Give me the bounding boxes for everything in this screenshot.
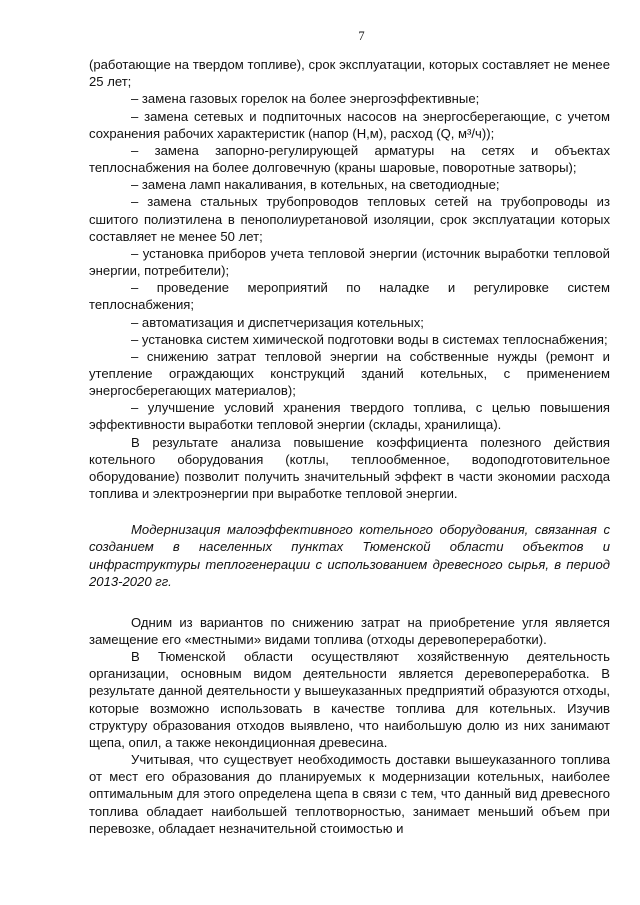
list-item: – замена газовых горелок на более энергоэффективные; [131,91,480,107]
page-number: 7 [358,29,365,43]
list-item: – снижению затрат тепловой энергии на собственные нужды (ремонт и утепление ограждающих конструкций зданий котельных, с применением энергосберегающих материалов); [89,348,610,399]
paragraph-continuation: (работающие на твердом топливе), срок эксплуатации, которых составляет не менее 25 лет; [89,57,610,90]
list-item: – замена запорно-регулирующей арматуры на сетях и объектах теплоснабжения на более долговечную (краны шаровые, поворотные затворы); [89,142,610,176]
list-item: – замена сетевых и подпиточных насосов на энергосберегающие, с учетом сохранения рабочих характеристик (напор (Н,м), расход (Q, м³/ч)); [89,108,610,141]
body-paragraph: Учитывая, что существует необходимость доставки вышеуказанного топлива от мест его образования до планируемых к модернизации котельных, наиболее оптимальным для этого определена щепа в связи с тем, что данный вид древесного топлива обладает наибольшей теплотворностью, занимает меньший объем при перевозке, обладает незначительной стоимостью и [89,752,610,836]
list-item: – установка приборов учета тепловой энергии (источник выработки тепловой энергии, потребители); [89,245,610,279]
list-item: – улучшение условий хранения твердого топлива, с целью повышения эффективности выработки тепловой энергии (склады, хранилища). [89,400,610,433]
summary-paragraph: В результате анализа повышение коэффициента полезного действия котельного оборудования (котлы, теплообменное, водоподготовительное оборудование) позволит получить значительный эффект в части экономии расхода топлива и электроэнергии при выработке тепловой энергии. [89,434,610,502]
list-item: – автоматизация и диспетчеризация котельных; [131,314,424,330]
list-item: – замена стальных трубопроводов тепловых сетей на трубопроводы из сшитого полиэтилена в пенополиуретановой изоляции, срок эксплуатации которых составляет не менее 50 лет; [89,194,610,244]
section-heading: Модернизация малоэффективного котельного оборудования, связанная с созданием в населенных пунктах Тюменской области объектов и инфраструктуры теплогенерации с использованием древесного сырья, в период 2013-2020 гг. [89,522,610,589]
list-item: – установка систем химической подготовки воды в системах теплоснабжения; [131,331,608,347]
list-item: – замена ламп накаливания, в котельных, на светодиодные; [131,177,500,193]
list-item: – проведение мероприятий по наладке и регулировке систем теплоснабжения; [89,280,610,313]
body-paragraph: Одним из вариантов по снижению затрат на приобретение угля является замещение его «местными» видами топлива (отходы деревопереработки). [89,614,610,647]
body-paragraph: В Тюменской области осуществляют хозяйственную деятельность организации, основным видом деятельности является деревопереработка. В результате данной деятельности у вышеуказанных предприятий образуются отходы, которые возможно использовать в качестве топлива для котельных. Изучив структуру образования отходов выявлено, что наибольшую долю из них занимают щепа, опил, а также некондиционная древесина. [89,649,610,750]
